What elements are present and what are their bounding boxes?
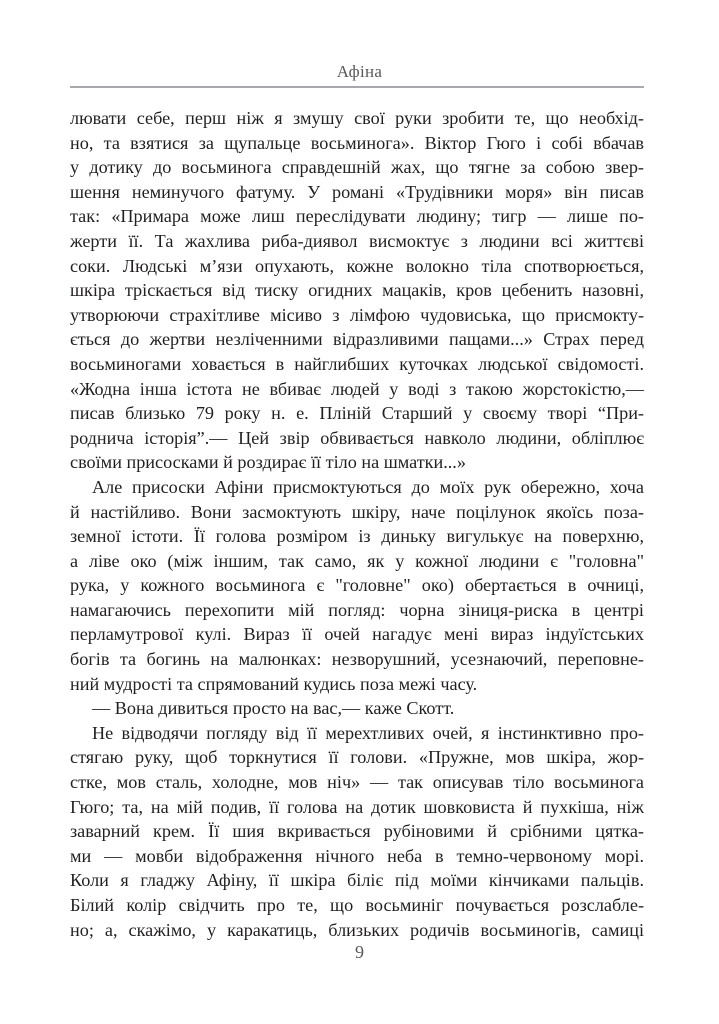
text-line: утворюючи страхітливе місиво з лімфою чудовиська, що присмокту- [70, 304, 644, 325]
text-line: земної істоти. Її голова розміром із диньку вигулькує на поверхню, [70, 526, 644, 547]
text-line: Не відводячи погляду від її мерехтливих очей, я інстинктивно про- [92, 722, 644, 743]
text-line: перламутрової кулі. Вираз її очей нагадує мені вираз індуїстських [70, 624, 644, 645]
text-line: лювати себе, перш ніж я змушу свої руки зробити те, що необхід- [70, 108, 644, 128]
page-number: 9 [355, 942, 364, 962]
text-line: так: «Примара може лиш переслідувати людину; тигр — лише по- [70, 206, 644, 227]
text-line: рука, у кожного восьминога є "головне" око) обертається в очниці, [70, 575, 644, 596]
text-line: ми — мовби відображення нічного неба в темно-червоному морі. [70, 845, 644, 866]
text-line: шкіра тріскається від тиску огидних мацаків, кров цебенить назовні, [70, 280, 644, 301]
text-line: богів та богинь на малюнках: незворушний, усезнаючий, переповне- [70, 649, 644, 670]
text-line: писав близько 79 року н. е. Пліній Старший у своєму творі “При- [70, 403, 644, 424]
text-line: «Жодна інша істота не вбиває людей у воді з такою жорстокістю,— [70, 378, 644, 399]
body-text [70, 106, 644, 942]
text-line: — Вона дивиться просто на вас,— каже Скотт. [92, 698, 455, 719]
text-line: жерти її. Та жахлива риба-диявол висмоктує з людини всі життєві [70, 230, 644, 251]
text-line: Коли я гладжу Афіну, її шкіра біліє під моїми кінчиками пальців. [70, 870, 644, 891]
text-line: роднича історія”.— Цей звір обвивається навколо людини, обліплює [70, 427, 644, 448]
text-line: намагаючись перехопити мій погляд: чорна зіниця-риска в центрі [70, 599, 644, 620]
text-line: соки. Людські м’язи опухають, кожне волокно тіла спотворюється, [70, 255, 644, 276]
text-line: стягаю руку, щоб торкнутися її голови. «Пружне, мов шкіра, жор- [70, 747, 644, 768]
text-line: ний мудрості та спрямований кудись поза межі часу. [70, 673, 478, 694]
text-line: но; а, скажімо, у каракатиць, близьких родичів восьминогів, самиці [70, 919, 644, 940]
text-line: восьминогами ховається в найглибших куточках людської свідомості. [70, 353, 644, 374]
text-line: Гюго; та, на мій подив, її голова на дотик шовковиста й пухкіша, ніж [70, 796, 644, 817]
running-header: Афіна [336, 62, 383, 81]
text-line: у дотику до восьминога справдешній жах, що тягне за собою звер- [70, 157, 644, 178]
text-line: шення неминучого фатуму. У романі «Трудівники моря» він писав [70, 181, 644, 202]
text-line: Але присоски Афіни присмоктуються до моїх рук обережно, хоча [92, 476, 644, 497]
text-line: но, та взятися за щупальце восьминога». Віктор Гюго і собі вбачав [70, 132, 644, 153]
text-line: й настійливо. Вони засмоктують шкіру, наче поцілунок якоїсь поза- [70, 501, 644, 522]
text-line: Білий колір свідчить про те, що восьминіг почувається розслабле- [70, 895, 644, 915]
text-line: а ліве око (між іншим, так само, як у кожної людини є "головна" [70, 550, 644, 571]
text-line: заварний крем. Її шия вкривається рубіновими й срібними цятка- [70, 821, 644, 842]
text-line: своїми присосками й роздирає її тіло на шматки...» [70, 452, 466, 473]
header-rule [70, 86, 644, 88]
text-line: стке, мов сталь, холодне, мов ніч» — так описував тіло восьминога [70, 772, 644, 793]
text-line: ється до жертви незліченними відразливими пащами...» Страх перед [70, 329, 644, 350]
